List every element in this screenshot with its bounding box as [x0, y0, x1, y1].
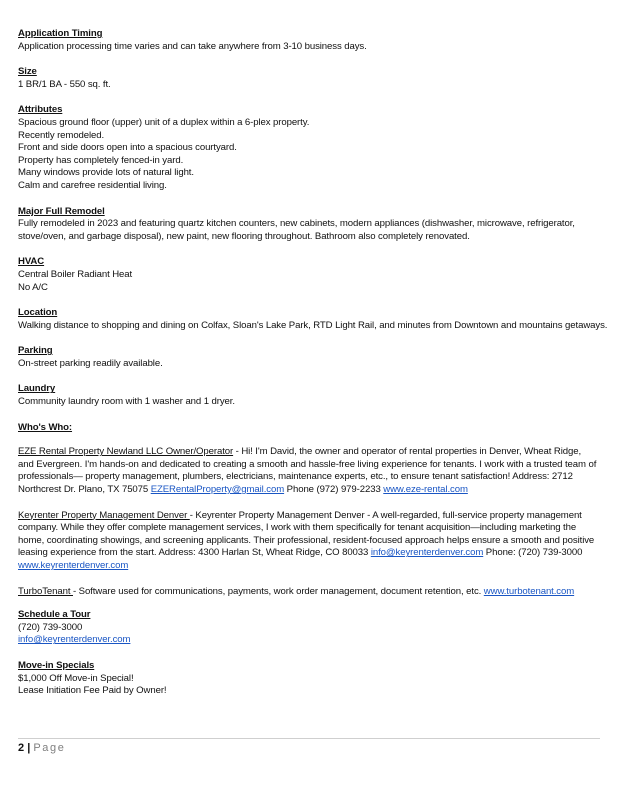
section-text: Fully remodeled in 2023 and featuring quartz kitchen counters, new cabinets, modern appliances (dishwasher, microwave, refrigerator, — [18, 218, 575, 230]
software-website-link[interactable]: www.turbotenant.com — [483, 585, 575, 597]
section-text: $1,000 Off Move-in Special! — [18, 672, 134, 684]
manager-email-link[interactable]: info@keyrenterdenver.com — [370, 547, 484, 559]
section-text: Spacious ground floor (upper) unit of a duplex within a 6-plex property. — [18, 116, 310, 128]
section-heading: Laundry — [18, 383, 56, 395]
manager-entry — [18, 510, 598, 573]
section-text: No A/C — [18, 281, 48, 293]
section-laundry — [18, 383, 598, 408]
section-heading: Application Timing — [18, 28, 103, 39]
owner-description: - Hi! I'm David, the owner and operator of rental properties in Denver, Wheat Ridge, and Evergreen. I'm hands-on and dedicated to creating a smooth and hassle-free living experience for tenants. I work with a trusted team of professionals— property management, plumbers, electricians, maintenance experts, etc., to ensure tenant satisfaction! Address: 2712 Northcrest Dr. Plano, TX 75075 — [18, 446, 597, 496]
software-description: - Software used for communications, payments, work order management, document retention, etc. — [72, 585, 484, 597]
section-heading: Size — [18, 66, 37, 78]
section-text: Recently remodeled. — [18, 129, 105, 141]
section-text: Many windows provide lots of natural light. — [18, 167, 194, 179]
tour-phone: (720) 739-3000 — [18, 621, 83, 633]
section-text: On-street parking readily available. — [18, 357, 163, 369]
section-heading: Location — [18, 307, 58, 319]
manager-description: - Keyrenter Property Management Denver - A well-regarded, full-service property management company. While they offer complete management services, I work with them specifically for tenant acquisition—including marketing the home, coordinating showings, and screening applicants. Their professional, resident-focused approach helps ensure a smooth and positive leasing experience from the start. Address: 4300 Harlan St, Wheat Ridge, CO 80033 — [18, 509, 595, 559]
section-text: Application processing time varies and can take anywhere from 3-10 business days. — [18, 40, 367, 52]
section-location — [18, 307, 608, 332]
section-text: Walking distance to shopping and dining on Colfax, Sloan's Lake Park, RTD Light Rail, and minutes from Downtown and mountains getaways. — [18, 319, 608, 331]
owner-entry — [18, 446, 598, 496]
manager-phone: Phone: (720) 739-3000 — [483, 547, 583, 559]
section-heading: Parking — [18, 345, 53, 357]
owner-phone: Phone (972) 979-2233 — [284, 484, 384, 496]
section-text: Central Boiler Radiant Heat — [18, 268, 133, 280]
section-heading: Major Full Remodel — [18, 205, 105, 217]
owner-email-link[interactable]: EZERentalProperty@gmail.com — [150, 484, 285, 496]
document-page — [18, 28, 608, 711]
section-text: Lease Initiation Fee Paid by Owner! — [18, 685, 167, 697]
manager-name-link[interactable]: Keyrenter Property Management Denver — [18, 509, 190, 521]
section-text: 1 BR/1 BA - 550 sq. ft. — [18, 78, 111, 90]
section-heading: Attributes — [18, 104, 63, 116]
footer-separator: | — [27, 742, 31, 754]
section-text: Front and side doors open into a spacious courtyard. — [18, 142, 237, 154]
section-heading: HVAC — [18, 256, 45, 268]
owner-name-link[interactable]: EZE Rental Property Newland LLC Owner/Operator — [18, 446, 234, 458]
page-label: Page — [33, 742, 66, 754]
section-size — [18, 66, 598, 91]
section-major-remodel — [18, 206, 598, 244]
section-heading: Who's Who: — [18, 421, 73, 433]
section-text: Community laundry room with 1 washer and 1 dryer. — [18, 396, 235, 408]
section-heading: Schedule a Tour — [18, 609, 91, 621]
tour-email-link[interactable]: info@keyrenterdenver.com — [18, 634, 131, 646]
section-heading: Move-in Specials — [18, 659, 95, 671]
section-whos-who — [18, 422, 598, 599]
software-entry — [18, 586, 598, 599]
section-text: Calm and carefree residential living. — [18, 179, 167, 191]
section-parking — [18, 345, 598, 370]
manager-website-link[interactable]: www.keyrenterdenver.com — [18, 560, 129, 571]
section-schedule-tour — [18, 609, 598, 647]
section-move-in-specials — [18, 660, 598, 698]
section-text: Property has completely fenced-in yard. — [18, 154, 184, 166]
software-name-link[interactable]: TurboTenant — [18, 585, 73, 597]
section-hvac — [18, 256, 598, 294]
section-application-timing — [18, 28, 598, 53]
page-number: 2 — [18, 742, 25, 754]
page-footer — [18, 738, 600, 755]
owner-website-link[interactable]: www.eze-rental.com — [383, 484, 468, 496]
section-attributes — [18, 104, 598, 192]
section-text: stove/oven, and garbage disposal), new paint, new flooring throughout. Bathroom also completely renovated. — [18, 230, 470, 242]
